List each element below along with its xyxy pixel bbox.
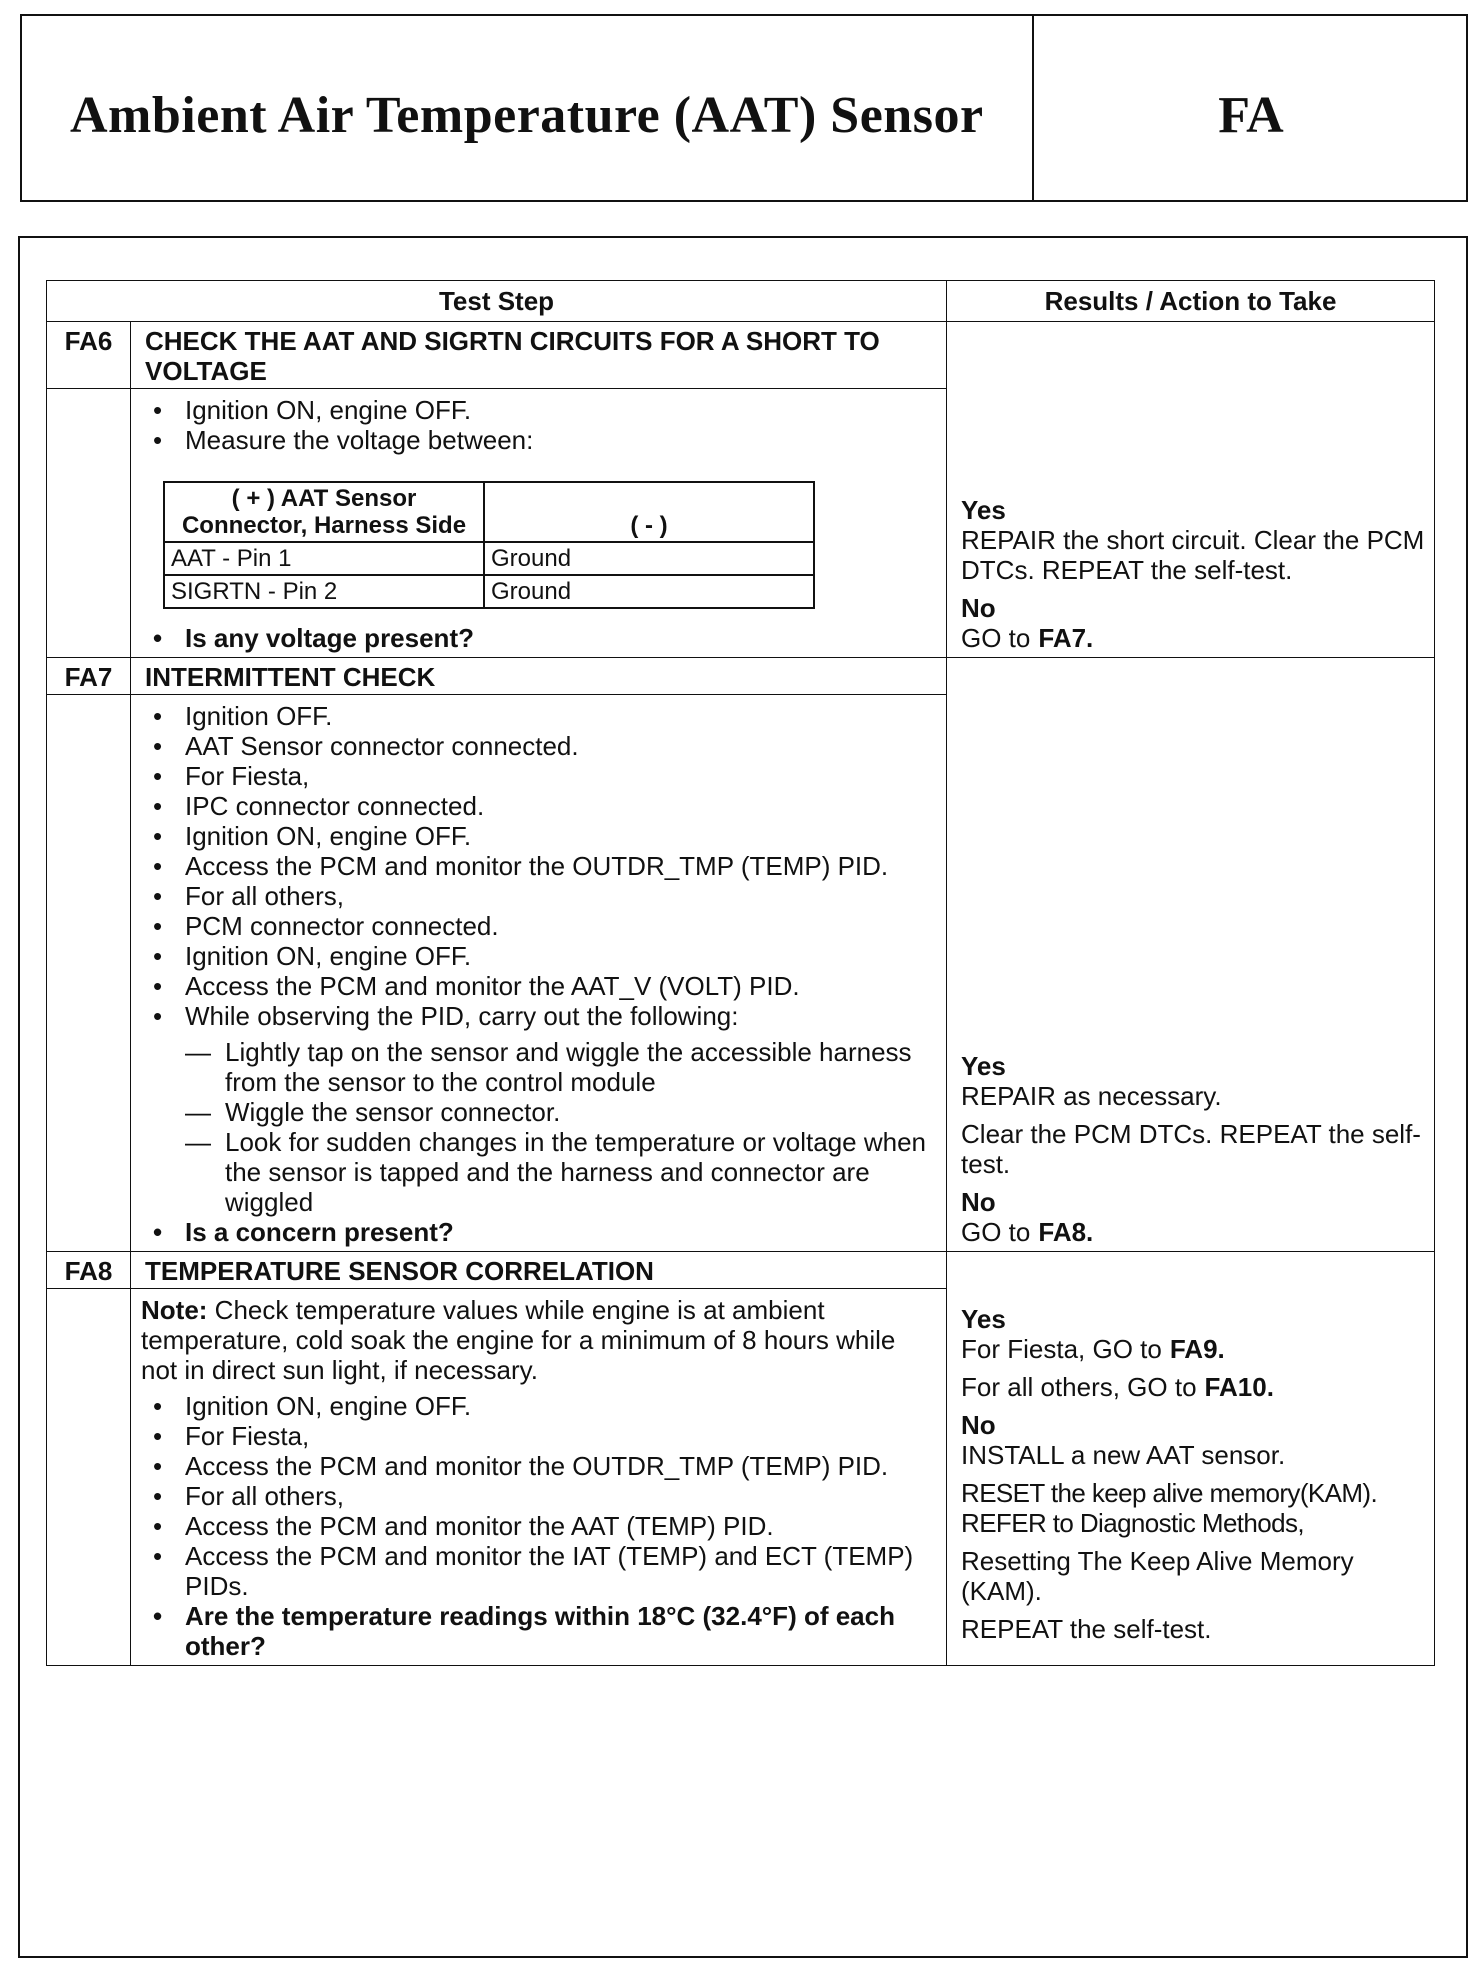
col-header-positive: ( + ) AAT Sensor Connector, Harness Side: [164, 482, 484, 542]
yes-action-others: [961, 1372, 1426, 1402]
yes-text: Clear the PCM DTCs. REPEAT the self-test.: [961, 1119, 1421, 1179]
step-title-fa7: INTERMITTENT CHECK: [131, 658, 947, 695]
col-header-test-step: Test Step: [47, 281, 947, 322]
list-item: • Measure the voltage between:: [141, 425, 934, 455]
sub-list-item: — Wiggle the sensor connector.: [141, 1097, 934, 1127]
step-id-fa7: FA7: [47, 658, 131, 695]
goto-step: FA9.: [1169, 1334, 1225, 1364]
goto-step: FA7.: [1038, 623, 1094, 653]
result-cell-fa7: [947, 658, 1435, 1252]
list-item: • Ignition ON, engine OFF.: [141, 1391, 934, 1421]
list-item: • For all others,: [141, 1481, 934, 1511]
list-item: • Access the PCM and monitor the AAT_V (VOLT) PID.: [141, 971, 934, 1001]
yes-text: For Fiesta, GO to: [961, 1334, 1162, 1364]
id-spacer: [47, 389, 131, 658]
list-item: • Access the PCM and monitor the OUTDR_TMP (TEMP) PID.: [141, 1451, 934, 1481]
no-action: [961, 623, 1426, 653]
bullet-list: [141, 395, 934, 455]
goto-step: FA8.: [1038, 1217, 1094, 1247]
sub-list-item: — Look for sudden changes in the temperature or voltage when the sensor is tapped and the harness and connector are wiggled: [141, 1127, 934, 1217]
list-item: • While observing the PID, carry out the following:: [141, 1001, 934, 1031]
table-header-row: [47, 281, 1435, 322]
measurement-header-row: [164, 482, 814, 542]
table-cell: Ground: [484, 542, 814, 575]
step-title-fa6: CHECK THE AAT AND SIGRTN CIRCUITS FOR A SHORT TO VOLTAGE: [131, 322, 947, 389]
no-action: [961, 1217, 1426, 1247]
question: • Is any voltage present?: [141, 623, 934, 653]
no-text: INSTALL a new AAT sensor.: [961, 1440, 1286, 1470]
table-row: [164, 542, 814, 575]
col-header-results: Results / Action to Take: [947, 281, 1435, 322]
no-label: No: [961, 1410, 996, 1440]
step-body-fa7: [131, 695, 947, 1252]
id-spacer: [47, 695, 131, 1252]
list-item: • IPC connector connected.: [141, 791, 934, 821]
list-item: • For Fiesta,: [141, 761, 934, 791]
page-title: Ambient Air Temperature (AAT) Sensor: [70, 87, 984, 144]
measurement-table: [163, 481, 815, 609]
goto-step: FA10.: [1204, 1372, 1274, 1402]
no-text: Resetting The Keep Alive Memory (KAM).: [961, 1546, 1354, 1606]
yes-text: REPAIR the short circuit. Clear the PCM DTCs. REPEAT the self-test.: [961, 525, 1425, 585]
note-label: Note:: [141, 1295, 208, 1325]
list-item: • For Fiesta,: [141, 1421, 934, 1451]
yes-label: Yes: [961, 495, 1006, 525]
step-body-fa8: [131, 1289, 947, 1666]
no-label: No: [961, 593, 996, 623]
list-item: • Access the PCM and monitor the OUTDR_TMP (TEMP) PID.: [141, 851, 934, 881]
step-id-fa8: FA8: [47, 1252, 131, 1289]
table-cell: Ground: [484, 575, 814, 608]
no-text: GO to: [961, 1217, 1031, 1247]
yes-label: Yes: [961, 1304, 1006, 1334]
no-text: RESET the keep alive memory(KAM). REFER to Diagnostic Methods,: [961, 1478, 1378, 1538]
id-spacer: [47, 1289, 131, 1666]
yes-label: Yes: [961, 1051, 1006, 1081]
result-cell-fa8: [947, 1252, 1435, 1666]
sub-step-list: [141, 1037, 934, 1217]
list-item: • For all others,: [141, 881, 934, 911]
col-header-negative: ( - ): [484, 482, 814, 542]
list-item: • AAT Sensor connector connected.: [141, 731, 934, 761]
list-item: • Access the PCM and monitor the AAT (TEMP) PID.: [141, 1511, 934, 1541]
header-box: [20, 14, 1468, 202]
bullet-list: [141, 701, 934, 1031]
step-title-fa8: TEMPERATURE SENSOR CORRELATION: [131, 1252, 947, 1289]
bullet-list: [141, 1391, 934, 1661]
note-text: Check temperature values while engine is at ambient temperature, cold soak the engine for a minimum of 8 hours while not in direct sun light, if necessary.: [141, 1295, 896, 1385]
step-row-fa6: [47, 322, 1435, 389]
test-step-table: [46, 280, 1435, 1666]
step-body-fa6: [131, 389, 947, 658]
yes-text: For all others, GO to: [961, 1372, 1197, 1402]
no-text: GO to: [961, 623, 1031, 653]
result-cell-fa6: [947, 322, 1435, 658]
list-item: • Ignition ON, engine OFF.: [141, 821, 934, 851]
question-list: [141, 623, 934, 653]
question-list: [141, 1217, 934, 1247]
table-cell: SIGRTN - Pin 2: [164, 575, 484, 608]
step-row-fa8: [47, 1252, 1435, 1289]
step-row-fa7: [47, 658, 1435, 695]
note: [141, 1295, 934, 1385]
no-text: REPEAT the self-test.: [961, 1614, 1212, 1644]
list-item: • Ignition ON, engine OFF.: [141, 395, 934, 425]
table-cell: AAT - Pin 1: [164, 542, 484, 575]
list-item: • Access the PCM and monitor the IAT (TEMP) and ECT (TEMP) PIDs.: [141, 1541, 934, 1601]
step-id-fa6: FA6: [47, 322, 131, 389]
yes-action-fiesta: [961, 1334, 1426, 1364]
no-label: No: [961, 1187, 996, 1217]
yes-text: REPAIR as necessary.: [961, 1081, 1222, 1111]
list-item: • PCM connector connected.: [141, 911, 934, 941]
list-item: • Ignition ON, engine OFF.: [141, 941, 934, 971]
table-row: [164, 575, 814, 608]
sub-list-item: — Lightly tap on the sensor and wiggle the accessible harness from the sensor to the control module: [141, 1037, 934, 1097]
list-item: • Ignition OFF.: [141, 701, 934, 731]
question: • Are the temperature readings within 18°C (32.4°F) of each other?: [141, 1601, 934, 1661]
section-code: FA: [1218, 87, 1284, 144]
question: • Is a concern present?: [141, 1217, 934, 1247]
